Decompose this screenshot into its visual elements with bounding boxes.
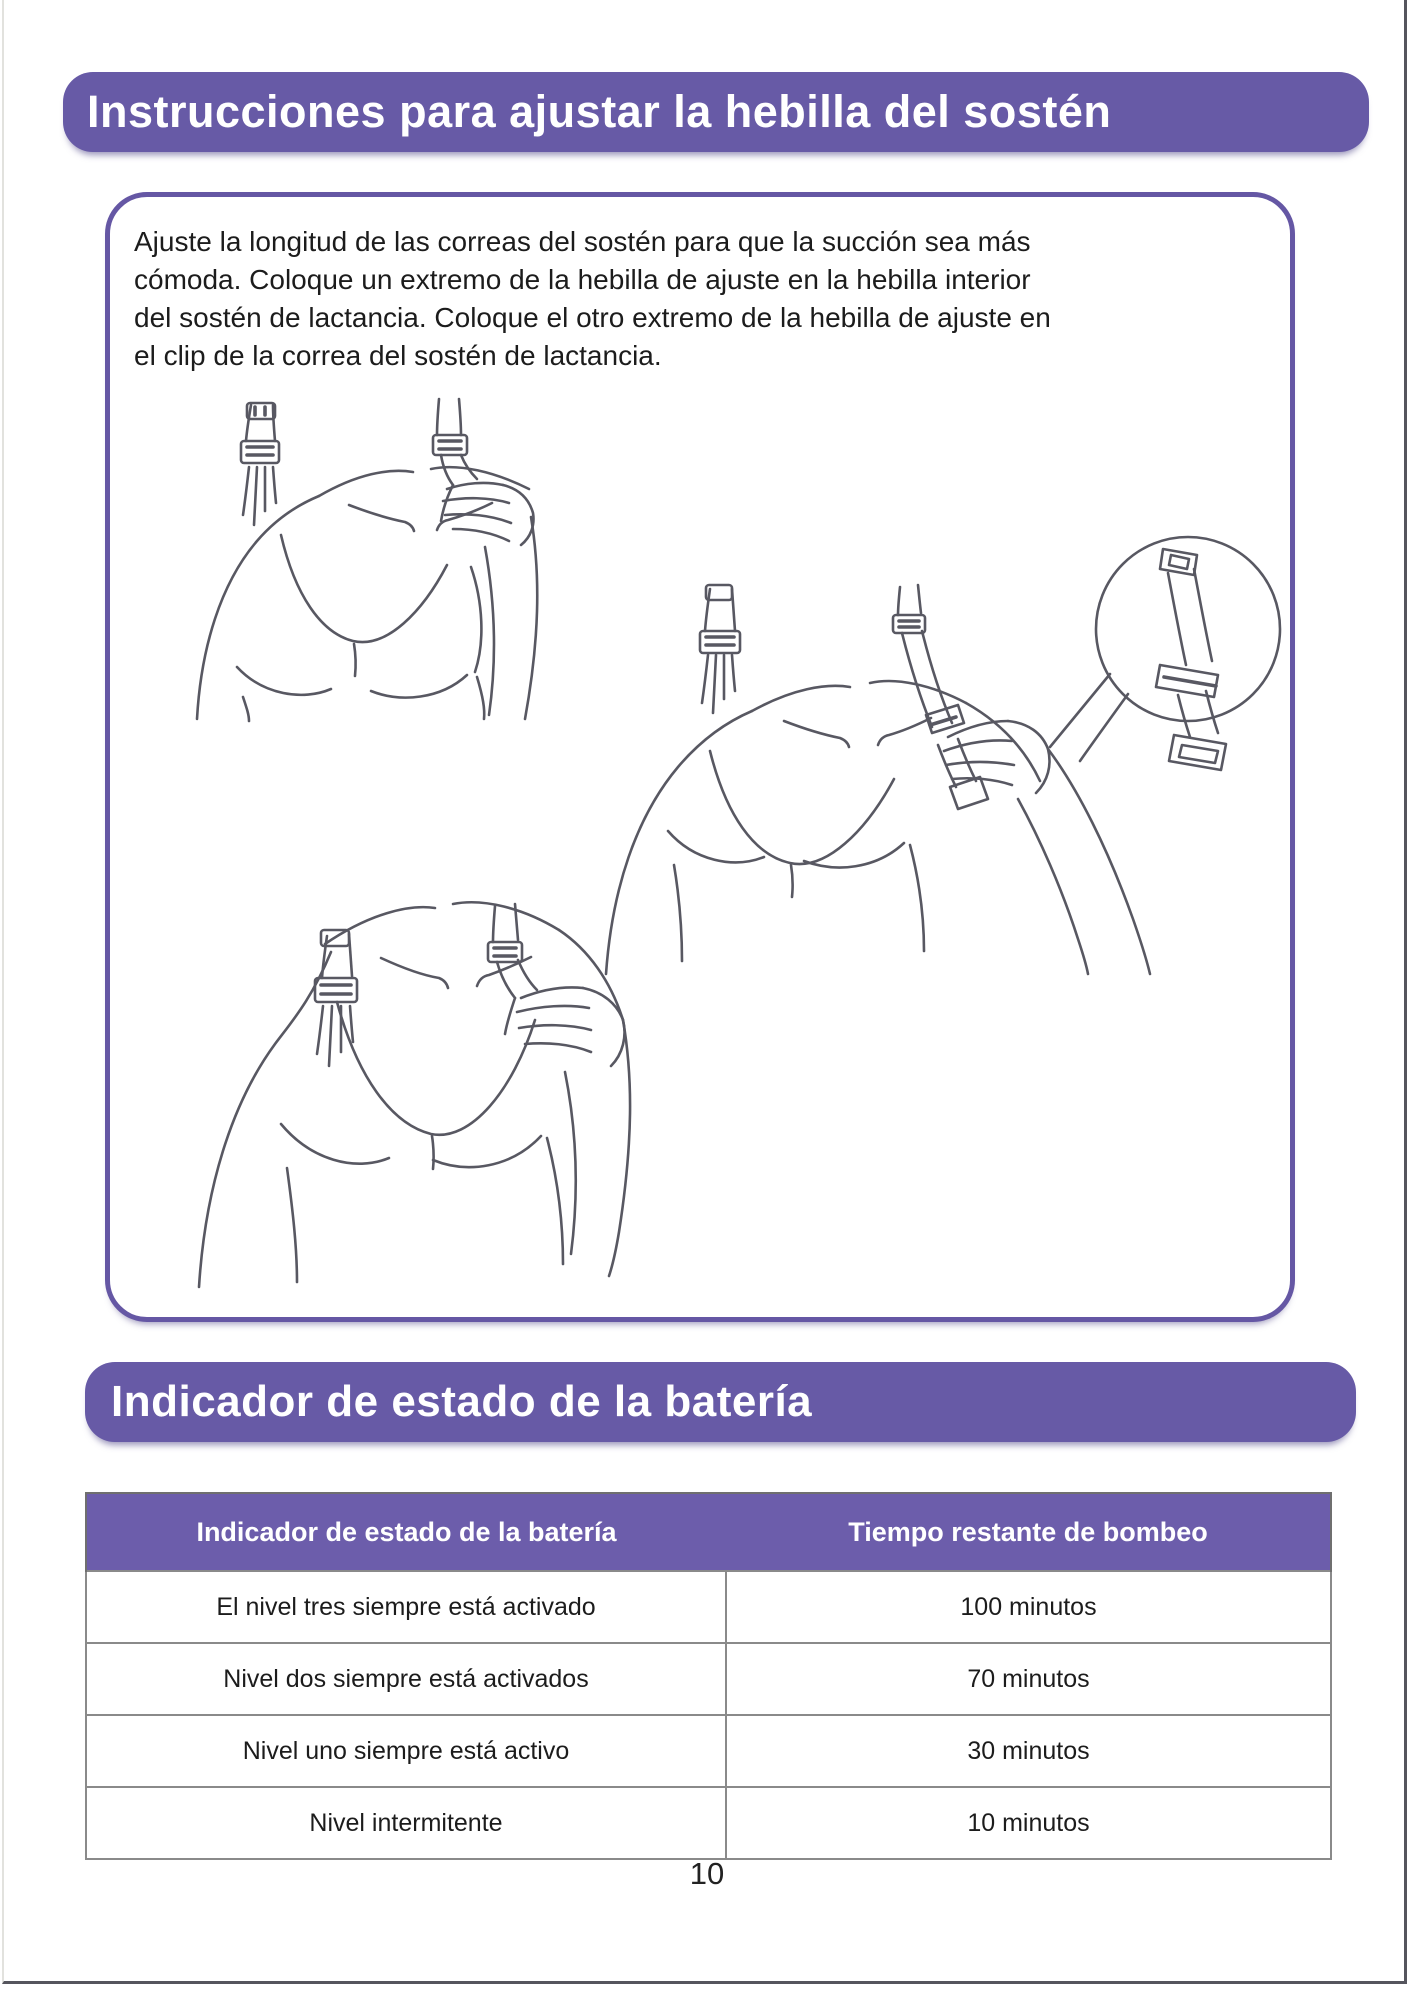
battery-level-cell: El nivel tres siempre está activado <box>86 1571 726 1643</box>
pump-time-cell: 100 minutos <box>726 1571 1331 1643</box>
figure-bra-strap-unclip-illustration <box>185 397 605 727</box>
section-title-buckle: Instrucciones para ajustar la hebilla del sostén <box>87 86 1112 137</box>
pump-time-cell: 70 minutos <box>726 1643 1331 1715</box>
table-row <box>86 1715 1331 1787</box>
table-header-indicator: Indicador de estado de la batería <box>86 1493 726 1571</box>
table-header-row <box>86 1493 1331 1571</box>
table-header-time: Tiempo restante de bombeo <box>726 1493 1331 1571</box>
pump-time-cell: 30 minutos <box>726 1715 1331 1787</box>
battery-status-table <box>85 1492 1332 1860</box>
section-header-battery-indicator <box>85 1362 1356 1442</box>
battery-level-cell: Nivel uno siempre está activo <box>86 1715 726 1787</box>
figure-bra-strap-adjusted-illustration <box>185 792 695 1297</box>
table-row <box>86 1643 1331 1715</box>
section-title-battery: Indicador de estado de la batería <box>111 1377 813 1426</box>
table-row <box>86 1787 1331 1859</box>
section-header-buckle-instructions <box>63 72 1369 152</box>
battery-level-cell: Nivel dos siempre está activados <box>86 1643 726 1715</box>
pump-time-cell: 10 minutos <box>726 1787 1331 1859</box>
instruction-paragraph: Ajuste la longitud de las correas del sostén para que la succión sea más cómoda. Coloque un extremo de la hebilla de ajuste en la hebilla interior del sostén de lactancia. Coloque el otro extremo de la hebilla de ajuste en el clip de la correa del sostén de lactancia. <box>134 226 1051 371</box>
battery-level-cell: Nivel intermitente <box>86 1787 726 1859</box>
instruction-box <box>105 192 1295 1322</box>
table-row <box>86 1571 1331 1643</box>
page-number: 10 <box>689 1856 725 1891</box>
